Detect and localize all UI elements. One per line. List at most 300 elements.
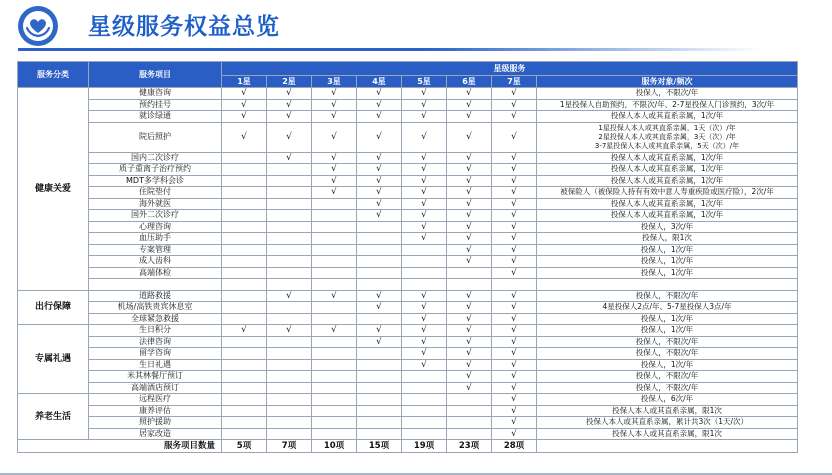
star-check-cell bbox=[222, 371, 267, 383]
service-item-cell: 法律咨询 bbox=[89, 336, 222, 348]
star-check-cell: √ bbox=[312, 290, 357, 302]
star-check-cell bbox=[312, 256, 357, 268]
service-item-cell: 院后照护 bbox=[89, 122, 222, 152]
star-check-cell bbox=[402, 279, 447, 291]
star-check-cell: √ bbox=[492, 382, 537, 394]
star-check-cell: √ bbox=[447, 221, 492, 233]
target-frequency-cell: 投保人，不限次/年 bbox=[537, 336, 798, 348]
star-check-cell: √ bbox=[447, 99, 492, 111]
star-check-cell: √ bbox=[447, 382, 492, 394]
star-check-cell bbox=[267, 164, 312, 176]
star-check-cell: √ bbox=[447, 175, 492, 187]
star-check-cell bbox=[222, 152, 267, 164]
star-check-cell bbox=[447, 428, 492, 440]
star-check-cell bbox=[357, 256, 402, 268]
target-frequency-cell: 1星投保人自助预约，不限次/年、2-7星投保人门诊预约，3次/年 bbox=[537, 99, 798, 111]
star-check-cell bbox=[222, 428, 267, 440]
star-check-cell: √ bbox=[492, 394, 537, 406]
star-check-cell: √ bbox=[447, 302, 492, 314]
target-line: 2星投保人本人或其直系亲属，3天（次）/年 bbox=[598, 132, 736, 141]
star-check-cell bbox=[222, 359, 267, 371]
service-item-cell: 照护援助 bbox=[89, 417, 222, 429]
service-item-cell: 专案管理 bbox=[89, 244, 222, 256]
star-check-cell: √ bbox=[402, 325, 447, 337]
star-check-cell bbox=[357, 279, 402, 291]
star-check-cell bbox=[312, 348, 357, 360]
table-row bbox=[18, 267, 798, 279]
star-check-cell: √ bbox=[447, 336, 492, 348]
star-check-cell: √ bbox=[447, 256, 492, 268]
star-check-cell bbox=[402, 394, 447, 406]
star-check-cell bbox=[222, 175, 267, 187]
star-check-cell bbox=[267, 348, 312, 360]
table-row bbox=[18, 394, 798, 406]
target-frequency-cell: 投保人本人或其直系亲属，限1次 bbox=[537, 405, 798, 417]
service-item-cell bbox=[89, 279, 222, 291]
service-item-cell: 生日礼遇 bbox=[89, 359, 222, 371]
star-check-cell: √ bbox=[222, 88, 267, 100]
star-check-cell: √ bbox=[492, 198, 537, 210]
star-check-cell bbox=[312, 394, 357, 406]
star-check-cell: √ bbox=[402, 348, 447, 360]
star-check-cell bbox=[222, 405, 267, 417]
star-check-cell bbox=[357, 382, 402, 394]
star-check-cell bbox=[402, 382, 447, 394]
star-check-cell bbox=[357, 348, 402, 360]
service-item-cell: 成人齿科 bbox=[89, 256, 222, 268]
star-check-cell: √ bbox=[492, 290, 537, 302]
star-check-cell: √ bbox=[357, 122, 402, 152]
star-check-cell: √ bbox=[267, 290, 312, 302]
service-item-cell: 生日积分 bbox=[89, 325, 222, 337]
table-row bbox=[18, 88, 798, 100]
star-check-cell bbox=[312, 417, 357, 429]
star-check-cell: √ bbox=[357, 302, 402, 314]
star-check-cell: √ bbox=[312, 164, 357, 176]
star-check-cell bbox=[402, 256, 447, 268]
star-check-cell bbox=[222, 221, 267, 233]
star-check-cell: √ bbox=[357, 111, 402, 123]
table-row bbox=[18, 313, 798, 325]
target-frequency-cell: 被保险人（被保险人持有有效中意人寿重疾险或医疗险），2次/年 bbox=[537, 187, 798, 199]
star-check-cell bbox=[492, 279, 537, 291]
service-item-cell: 国外二次诊疗 bbox=[89, 210, 222, 222]
star-check-cell: √ bbox=[447, 244, 492, 256]
star-check-cell: √ bbox=[447, 122, 492, 152]
star-check-cell: √ bbox=[447, 313, 492, 325]
star-check-cell: √ bbox=[402, 290, 447, 302]
target-line: 3-7星投保人本人或其直系亲属，5天（次）/年 bbox=[594, 141, 740, 150]
service-item-cell: 机场/高铁贵宾休息室 bbox=[89, 302, 222, 314]
star-check-cell bbox=[357, 221, 402, 233]
star-check-cell: √ bbox=[222, 325, 267, 337]
service-item-cell: 高端酒店预订 bbox=[89, 382, 222, 394]
service-item-cell: 就诊绿通 bbox=[89, 111, 222, 123]
star-check-cell: √ bbox=[492, 88, 537, 100]
star-check-cell bbox=[357, 371, 402, 383]
table-row bbox=[18, 210, 798, 222]
service-item-cell: 血压助手 bbox=[89, 233, 222, 245]
table-row bbox=[18, 198, 798, 210]
star-check-cell: √ bbox=[492, 244, 537, 256]
star-check-cell: √ bbox=[492, 256, 537, 268]
header-row-top bbox=[18, 62, 798, 76]
star-check-cell: √ bbox=[447, 290, 492, 302]
star-check-cell: √ bbox=[357, 164, 402, 176]
star-check-cell bbox=[402, 428, 447, 440]
service-item-cell: 留学咨询 bbox=[89, 348, 222, 360]
star-check-cell: √ bbox=[447, 359, 492, 371]
star-check-cell bbox=[312, 359, 357, 371]
star-check-cell: √ bbox=[402, 302, 447, 314]
star-check-cell: √ bbox=[492, 187, 537, 199]
service-item-cell: 国内二次诊疗 bbox=[89, 152, 222, 164]
star-check-cell bbox=[222, 302, 267, 314]
footer-count-1: 5项 bbox=[222, 440, 267, 453]
star-check-cell bbox=[312, 210, 357, 222]
star-check-cell bbox=[267, 244, 312, 256]
star-check-cell bbox=[312, 267, 357, 279]
table-row bbox=[18, 405, 798, 417]
star-check-cell: √ bbox=[492, 348, 537, 360]
star-check-cell bbox=[222, 382, 267, 394]
star-check-cell: √ bbox=[492, 325, 537, 337]
star-check-cell bbox=[357, 428, 402, 440]
footer-row bbox=[18, 440, 798, 453]
heart-hands-logo-icon bbox=[18, 6, 58, 46]
footer-count-5: 19项 bbox=[402, 440, 447, 453]
star-check-cell: √ bbox=[312, 187, 357, 199]
star-check-cell bbox=[312, 428, 357, 440]
star-check-cell bbox=[267, 267, 312, 279]
target-frequency-cell: 投保人本人或其直系亲属，1次/年 bbox=[537, 175, 798, 187]
star-check-cell bbox=[357, 267, 402, 279]
star-check-cell: √ bbox=[357, 290, 402, 302]
star-check-cell: √ bbox=[447, 164, 492, 176]
star-check-cell bbox=[222, 279, 267, 291]
star-check-cell: √ bbox=[357, 336, 402, 348]
target-frequency-cell: 投保人本人或其直系亲属，累计共3次（1天/次） bbox=[537, 417, 798, 429]
star-check-cell bbox=[402, 267, 447, 279]
star-check-cell bbox=[312, 198, 357, 210]
table-row bbox=[18, 122, 798, 152]
header-star-3: 3星 bbox=[312, 76, 357, 88]
star-check-cell: √ bbox=[357, 210, 402, 222]
service-item-cell: 居家改造 bbox=[89, 428, 222, 440]
footer-count-2: 7项 bbox=[267, 440, 312, 453]
star-check-cell bbox=[222, 244, 267, 256]
target-frequency-cell: 投保人，限1次 bbox=[537, 233, 798, 245]
star-check-cell bbox=[357, 233, 402, 245]
star-check-cell bbox=[312, 221, 357, 233]
target-frequency-cell: 投保人，不限次/年 bbox=[537, 290, 798, 302]
star-check-cell: √ bbox=[402, 164, 447, 176]
star-check-cell bbox=[222, 164, 267, 176]
star-check-cell: √ bbox=[492, 111, 537, 123]
star-check-cell bbox=[267, 256, 312, 268]
star-check-cell: √ bbox=[492, 99, 537, 111]
star-check-cell bbox=[267, 187, 312, 199]
target-frequency-cell: 投保人本人或其直系亲属，1次/年 bbox=[537, 210, 798, 222]
star-check-cell: √ bbox=[267, 122, 312, 152]
star-check-cell bbox=[357, 313, 402, 325]
star-check-cell bbox=[357, 394, 402, 406]
star-service-table bbox=[17, 61, 798, 453]
target-frequency-cell: 投保人，1次/年 bbox=[537, 313, 798, 325]
star-check-cell: √ bbox=[492, 359, 537, 371]
target-frequency-cell: 投保人，不限次/年 bbox=[537, 88, 798, 100]
star-check-cell: √ bbox=[312, 122, 357, 152]
star-check-cell bbox=[447, 417, 492, 429]
star-check-cell: √ bbox=[357, 88, 402, 100]
star-check-cell bbox=[357, 359, 402, 371]
star-check-cell bbox=[267, 359, 312, 371]
star-check-cell: √ bbox=[222, 111, 267, 123]
header-star-4: 4星 bbox=[357, 76, 402, 88]
star-check-cell: √ bbox=[492, 313, 537, 325]
service-item-cell: MDT多学科会诊 bbox=[89, 175, 222, 187]
star-check-cell: √ bbox=[492, 302, 537, 314]
star-check-cell: √ bbox=[492, 267, 537, 279]
target-frequency-cell: 投保人，不限次/年 bbox=[537, 348, 798, 360]
footer-count-7: 28项 bbox=[492, 440, 537, 453]
target-frequency-cell: 投保人本人或其直系亲属，限1次 bbox=[537, 428, 798, 440]
footer-count-3: 10项 bbox=[312, 440, 357, 453]
star-check-cell: √ bbox=[357, 325, 402, 337]
star-check-cell bbox=[222, 187, 267, 199]
header-item: 服务项目 bbox=[89, 62, 222, 88]
star-check-cell bbox=[222, 267, 267, 279]
service-item-cell: 米其林餐厅预订 bbox=[89, 371, 222, 383]
star-check-cell: √ bbox=[402, 122, 447, 152]
star-check-cell bbox=[402, 417, 447, 429]
star-check-cell: √ bbox=[492, 371, 537, 383]
star-check-cell bbox=[222, 290, 267, 302]
star-check-cell: √ bbox=[402, 187, 447, 199]
star-check-cell: √ bbox=[402, 336, 447, 348]
star-check-cell: √ bbox=[402, 221, 447, 233]
star-check-cell bbox=[402, 244, 447, 256]
service-item-cell: 全球紧急救援 bbox=[89, 313, 222, 325]
target-frequency-cell: 投保人本人或其直系亲属，1次/年 bbox=[537, 164, 798, 176]
star-check-cell bbox=[267, 175, 312, 187]
table-row bbox=[18, 164, 798, 176]
service-item-cell: 预约挂号 bbox=[89, 99, 222, 111]
star-check-cell: √ bbox=[402, 99, 447, 111]
star-check-cell: √ bbox=[447, 152, 492, 164]
star-check-cell: √ bbox=[492, 164, 537, 176]
star-check-cell: √ bbox=[267, 152, 312, 164]
star-check-cell: √ bbox=[312, 99, 357, 111]
service-item-cell: 心理咨询 bbox=[89, 221, 222, 233]
star-check-cell bbox=[222, 210, 267, 222]
header-star-group: 星级服务 bbox=[222, 62, 798, 76]
table-row bbox=[18, 417, 798, 429]
star-check-cell bbox=[447, 405, 492, 417]
star-check-cell bbox=[222, 233, 267, 245]
star-check-cell bbox=[357, 405, 402, 417]
star-check-cell: √ bbox=[492, 336, 537, 348]
star-check-cell: √ bbox=[357, 152, 402, 164]
table-row bbox=[18, 99, 798, 111]
star-check-cell: √ bbox=[492, 221, 537, 233]
target-frequency-cell bbox=[537, 122, 798, 152]
star-check-cell: √ bbox=[402, 359, 447, 371]
table-row bbox=[18, 302, 798, 314]
star-check-cell: √ bbox=[312, 175, 357, 187]
star-check-cell: √ bbox=[312, 152, 357, 164]
target-frequency-cell: 投保人，1次/年 bbox=[537, 267, 798, 279]
star-check-cell: √ bbox=[402, 198, 447, 210]
category-cell: 健康关爱 bbox=[18, 88, 89, 291]
star-check-cell bbox=[312, 279, 357, 291]
footer-label: 服务项目数量 bbox=[18, 440, 222, 453]
star-check-cell: √ bbox=[402, 175, 447, 187]
star-check-cell: √ bbox=[492, 122, 537, 152]
star-check-cell bbox=[267, 336, 312, 348]
star-check-cell bbox=[312, 302, 357, 314]
table-row bbox=[18, 221, 798, 233]
star-check-cell: √ bbox=[267, 325, 312, 337]
footer-count-4: 15项 bbox=[357, 440, 402, 453]
category-cell: 专属礼遇 bbox=[18, 325, 89, 394]
table-row bbox=[18, 175, 798, 187]
star-check-cell bbox=[312, 382, 357, 394]
star-check-cell: √ bbox=[357, 99, 402, 111]
table-row bbox=[18, 244, 798, 256]
header-star-6: 6星 bbox=[447, 76, 492, 88]
star-check-cell: √ bbox=[402, 111, 447, 123]
service-item-cell: 高端体检 bbox=[89, 267, 222, 279]
target-frequency-cell: 投保人本人或其直系亲属，1次/年 bbox=[537, 198, 798, 210]
star-check-cell: √ bbox=[402, 88, 447, 100]
star-check-cell bbox=[402, 371, 447, 383]
table-row bbox=[18, 290, 798, 302]
category-cell: 养老生活 bbox=[18, 394, 89, 440]
star-check-cell: √ bbox=[357, 175, 402, 187]
star-check-cell bbox=[357, 417, 402, 429]
star-check-cell: √ bbox=[357, 187, 402, 199]
service-item-cell: 住院垫付 bbox=[89, 187, 222, 199]
star-check-cell bbox=[267, 198, 312, 210]
star-check-cell: √ bbox=[492, 175, 537, 187]
star-check-cell bbox=[312, 371, 357, 383]
star-check-cell bbox=[267, 394, 312, 406]
table-row bbox=[18, 187, 798, 199]
service-item-cell: 道路救援 bbox=[89, 290, 222, 302]
target-frequency-cell: 投保人，不限次/年 bbox=[537, 371, 798, 383]
star-check-cell bbox=[447, 279, 492, 291]
target-frequency-cell: 投保人，1次/年 bbox=[537, 359, 798, 371]
header-star-5: 5星 bbox=[402, 76, 447, 88]
star-check-cell bbox=[222, 348, 267, 360]
table-body bbox=[18, 88, 798, 440]
table-row bbox=[18, 111, 798, 123]
star-check-cell: √ bbox=[447, 233, 492, 245]
star-check-cell bbox=[267, 417, 312, 429]
table-row bbox=[18, 256, 798, 268]
star-check-cell: √ bbox=[312, 325, 357, 337]
target-frequency-cell bbox=[537, 279, 798, 291]
star-check-cell: √ bbox=[492, 152, 537, 164]
star-check-cell: √ bbox=[312, 111, 357, 123]
star-check-cell: √ bbox=[447, 325, 492, 337]
star-check-cell bbox=[222, 336, 267, 348]
table-row bbox=[18, 233, 798, 245]
star-check-cell: √ bbox=[402, 313, 447, 325]
target-line: 1星投保人本人或其直系亲属，1天（次）/年 bbox=[598, 123, 736, 132]
table-row bbox=[18, 279, 798, 291]
target-frequency-cell: 投保人本人或其直系亲属，1次/年 bbox=[537, 111, 798, 123]
star-check-cell: √ bbox=[402, 210, 447, 222]
star-check-cell bbox=[222, 417, 267, 429]
star-check-cell: √ bbox=[267, 88, 312, 100]
star-check-cell: √ bbox=[447, 210, 492, 222]
target-frequency-cell: 投保人，不限次/年 bbox=[537, 382, 798, 394]
table-row bbox=[18, 371, 798, 383]
footer-empty bbox=[537, 440, 798, 453]
star-check-cell bbox=[267, 428, 312, 440]
star-check-cell bbox=[222, 198, 267, 210]
star-check-cell: √ bbox=[447, 88, 492, 100]
star-check-cell: √ bbox=[312, 88, 357, 100]
star-check-cell bbox=[447, 267, 492, 279]
star-check-cell bbox=[267, 405, 312, 417]
header-star-7: 7星 bbox=[492, 76, 537, 88]
star-check-cell bbox=[267, 302, 312, 314]
star-check-cell: √ bbox=[492, 233, 537, 245]
star-check-cell bbox=[267, 221, 312, 233]
star-check-cell bbox=[222, 256, 267, 268]
star-check-cell bbox=[267, 382, 312, 394]
star-check-cell: √ bbox=[447, 187, 492, 199]
title-underline bbox=[18, 48, 763, 51]
page-title: 星级服务权益总览 bbox=[88, 14, 280, 40]
header-category: 服务分类 bbox=[18, 62, 89, 88]
star-check-cell: √ bbox=[357, 198, 402, 210]
category-cell: 出行保障 bbox=[18, 290, 89, 325]
star-check-cell bbox=[267, 210, 312, 222]
header-star-1: 1星 bbox=[222, 76, 267, 88]
star-check-cell: √ bbox=[492, 405, 537, 417]
star-check-cell bbox=[312, 405, 357, 417]
star-check-cell bbox=[267, 279, 312, 291]
table-row bbox=[18, 325, 798, 337]
service-item-cell: 质子重离子治疗预约 bbox=[89, 164, 222, 176]
table-row bbox=[18, 382, 798, 394]
star-check-cell bbox=[267, 313, 312, 325]
service-item-cell: 健康咨询 bbox=[89, 88, 222, 100]
target-frequency-cell: 投保人，3次/年 bbox=[537, 221, 798, 233]
target-frequency-cell: 4星投保人2点/年、5-7星投保人3点/年 bbox=[537, 302, 798, 314]
service-item-cell: 远程医疗 bbox=[89, 394, 222, 406]
star-check-cell bbox=[312, 313, 357, 325]
star-check-cell bbox=[447, 394, 492, 406]
header-star-2: 2星 bbox=[267, 76, 312, 88]
star-check-cell bbox=[267, 233, 312, 245]
table-row bbox=[18, 428, 798, 440]
star-check-cell bbox=[312, 336, 357, 348]
target-frequency-cell: 投保人，1次/年 bbox=[537, 244, 798, 256]
star-check-cell: √ bbox=[402, 233, 447, 245]
target-frequency-cell: 投保人，6次/年 bbox=[537, 394, 798, 406]
target-frequency-cell: 投保人，1次/年 bbox=[537, 256, 798, 268]
star-check-cell: √ bbox=[447, 348, 492, 360]
star-check-cell: √ bbox=[447, 111, 492, 123]
star-check-cell bbox=[222, 313, 267, 325]
star-check-cell: √ bbox=[222, 99, 267, 111]
star-check-cell: √ bbox=[267, 111, 312, 123]
